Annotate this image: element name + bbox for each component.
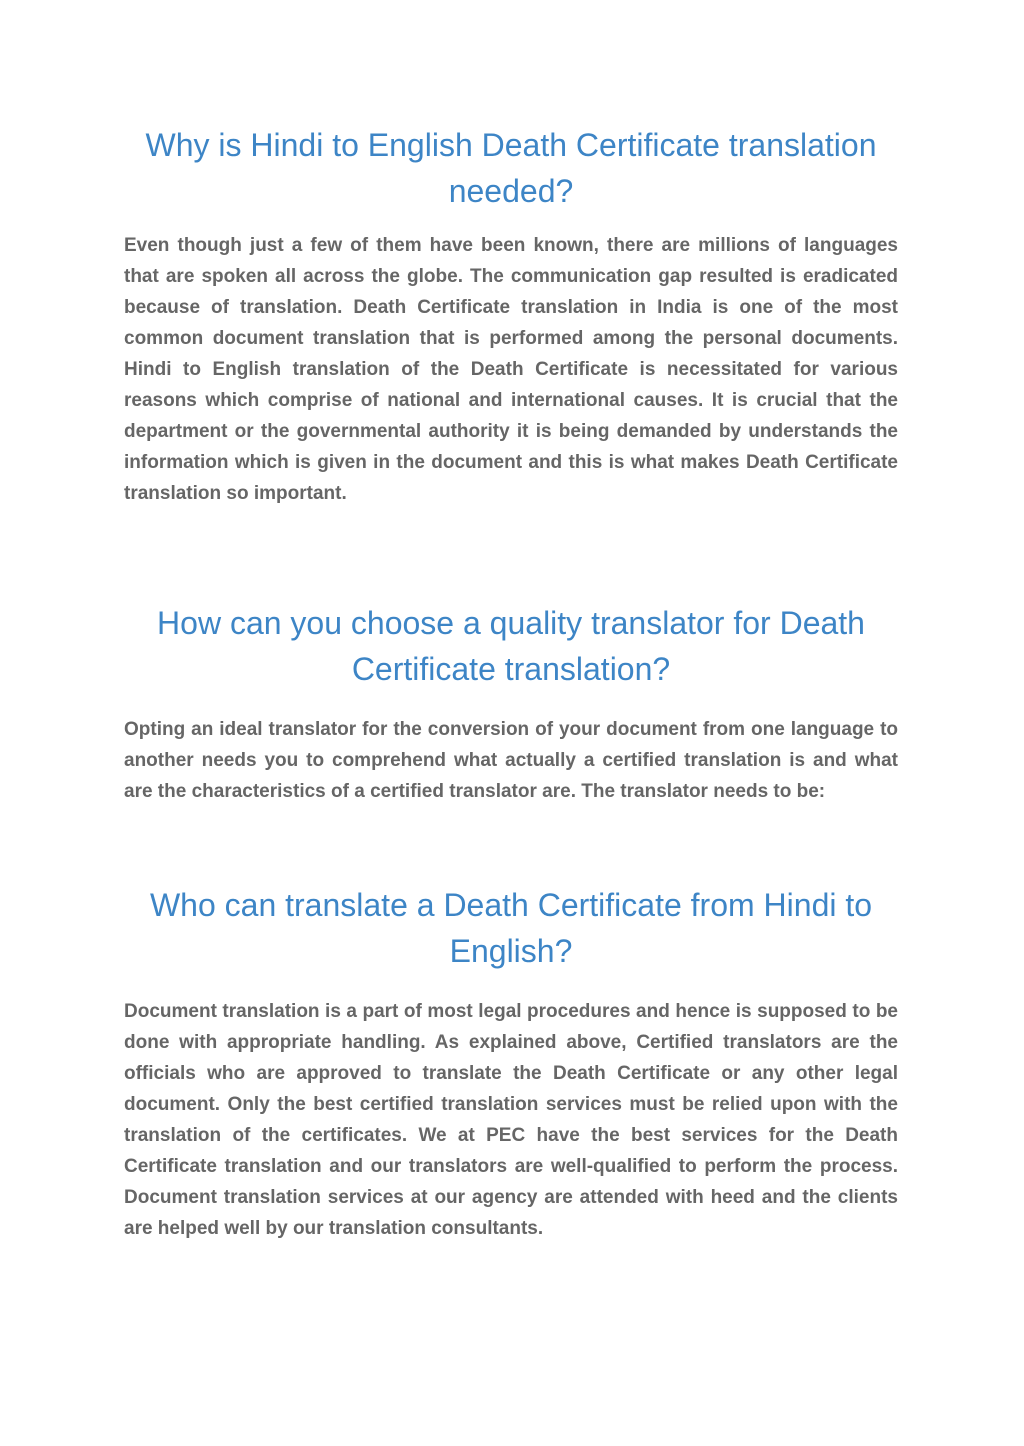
- section-heading: Why is Hindi to English Death Certificate translation needed?: [145, 127, 877, 209]
- section-paragraph: Document translation is a part of most legal procedures and hence is supposed to be done with appropriate handling. As explained above, Certified translators are the officials who are approved to translate the Death Certificate or any other legal document. Only the best certified translation services must be relied upon with the translation of the certificates. We at PEC have the best services for the Death Certificate translation and our translators are well-qualified to perform the process. Document translation services at our agency are attended with heed and the clients are helped well by our translation consultants.: [124, 1001, 898, 1239]
- section-paragraph: Even though just a few of them have been known, there are millions of languages that are spoken all across the globe. The communication gap resulted is eradicated because of translation. Death Certificate translation in India is one of the most common document translation that is performed among the personal documents. Hindi to English translation of the Death Certificate is necessitated for various reasons which comprise of national and international causes. It is crucial that the department or the governmental authority it is being demanded by understands the information which is given in the document and this is what makes Death Certificate translation so important.: [124, 235, 898, 504]
- section-who-can-translate: [124, 882, 898, 1244]
- section-heading: Who can translate a Death Certificate from Hindi to English?: [149, 887, 873, 969]
- section-choose-translator: [124, 600, 898, 807]
- section-heading: How can you choose a quality translator for Death Certificate translation?: [157, 605, 865, 687]
- section-paragraph: Opting an ideal translator for the conversion of your document from one language to another needs you to comprehend what actually a certified translation is and what are the characteristics of a certified translator are. The translator needs to be:: [124, 719, 898, 802]
- section-why-translation-needed: [124, 122, 898, 509]
